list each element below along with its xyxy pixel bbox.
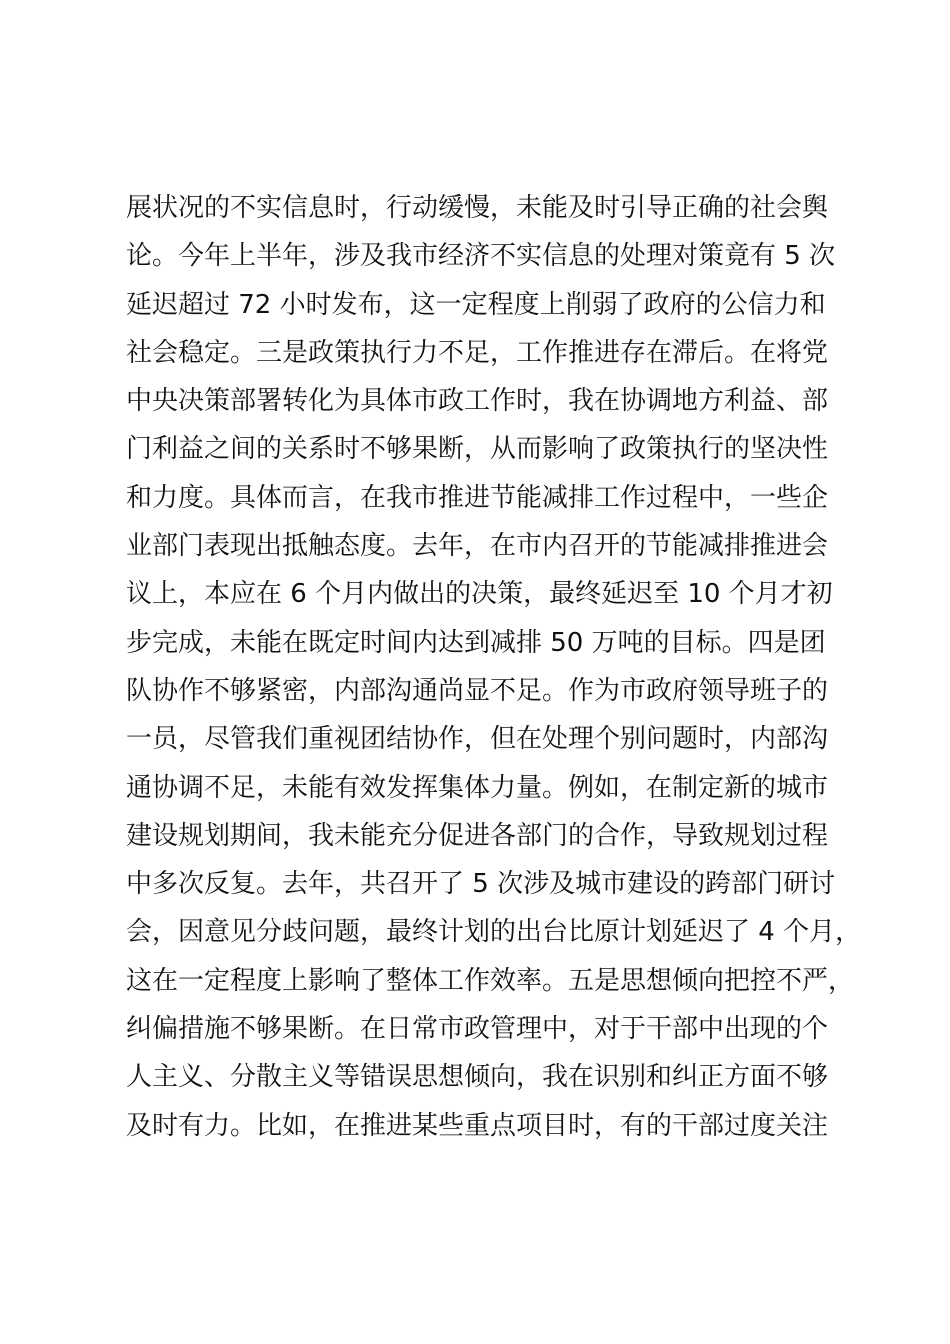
text-line: 中央决策部署转化为具体市政工作时，我在协调地方利益、部	[126, 386, 829, 417]
text-line: 纠偏措施不够果断。在日常市政管理中，对于干部中出现的个	[126, 1014, 829, 1045]
text-line: 论。今年上半年，涉及我市经济不实信息的处理对策竟有 5 次	[126, 241, 836, 272]
body-paragraph	[126, 184, 862, 1150]
text-line: 通协调不足，未能有效发挥集体力量。例如，在制定新的城市	[126, 772, 829, 803]
text-line: 展状况的不实信息时，行动缓慢，未能及时引导正确的社会舆	[126, 193, 829, 223]
text-line: 中多次反复。去年，共召开了 5 次涉及城市建设的跨部门研讨	[126, 869, 836, 900]
text-line: 社会稳定。三是政策执行力不足，工作推进存在滞后。在将党	[126, 337, 829, 368]
text-line: 门利益之间的关系时不够果断，从而影响了政策执行的坚决性	[126, 434, 829, 465]
text-line: 这在一定程度上影响了整体工作效率。五是思想倾向把控不严，	[126, 965, 855, 996]
text-line: 及时有力。比如，在推进某些重点项目时，有的干部过度关注	[126, 1110, 829, 1141]
text-line: 人主义、分散主义等错误思想倾向，我在识别和纠正方面不够	[126, 1062, 829, 1093]
text-line: 业部门表现出抵触态度。去年，在市内召开的节能减排推进会	[126, 531, 829, 562]
text-line: 一员，尽管我们重视团结协作，但在处理个别问题时，内部沟	[126, 724, 829, 755]
text-line: 会，因意见分歧问题，最终计划的出台比原计划延迟了 4 个月，	[126, 917, 862, 948]
text-line: 议上，本应在 6 个月内做出的决策，最终延迟至 10 个月才初	[126, 579, 833, 610]
text-line: 步完成，未能在既定时间内达到减排 50 万吨的目标。四是团	[126, 627, 826, 658]
text-line: 队协作不够紧密，内部沟通尚显不足。作为市政府领导班子的	[126, 675, 829, 706]
text-line: 和力度。具体而言，在我市推进节能减排工作过程中，一些企	[126, 482, 829, 513]
text-line: 延迟超过 72 小时发布，这一定程度上削弱了政府的公信力和	[126, 289, 826, 320]
text-line: 建设规划期间，我未能充分促进各部门的合作，导致规划过程	[126, 820, 829, 851]
